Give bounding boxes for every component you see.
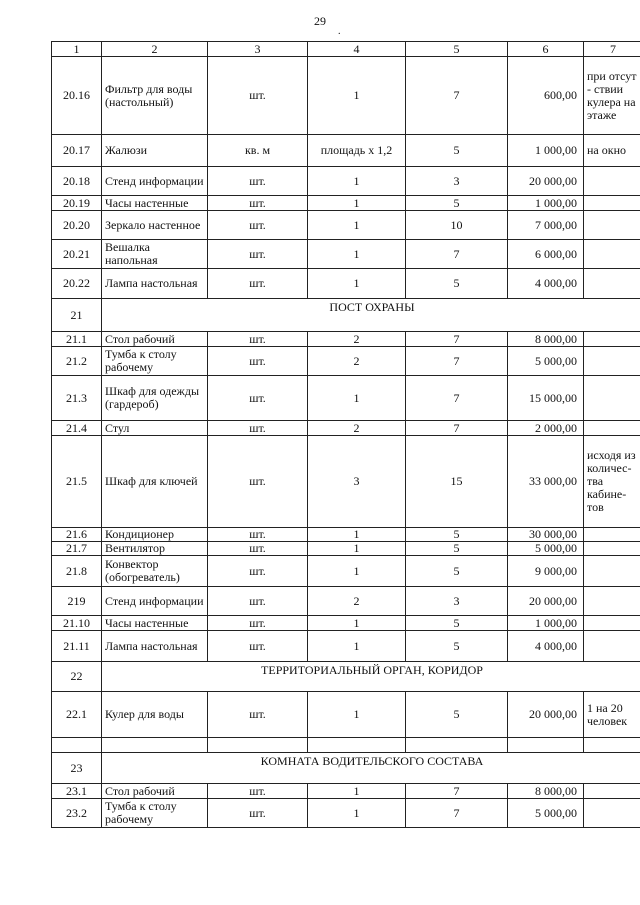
column-header: 3 — [208, 42, 308, 57]
item-name: Стол рабочий — [102, 784, 208, 799]
item-quantity: 2 — [308, 587, 406, 616]
item-service-term: 7 — [406, 799, 508, 828]
item-price: 8 000,00 — [508, 784, 584, 799]
item-unit: шт. — [208, 542, 308, 556]
item-note — [584, 196, 640, 211]
table-row — [52, 556, 640, 587]
table-row — [52, 738, 640, 753]
item-price: 1 000,00 — [508, 196, 584, 211]
item-number: 20.20 — [52, 211, 102, 240]
column-header-row — [52, 42, 640, 57]
item-service-term: 7 — [406, 332, 508, 347]
item-number: 21.2 — [52, 347, 102, 376]
item-service-term: 3 — [406, 587, 508, 616]
item-name: Стол рабочий — [102, 332, 208, 347]
section-title: КОМНАТА ВОДИТЕЛЬСКОГО СОСТАВА — [102, 753, 640, 784]
item-name: Лампа настольная — [102, 631, 208, 662]
item-number: 21.4 — [52, 421, 102, 436]
item-unit: шт. — [208, 587, 308, 616]
item-name: Стенд информации — [102, 167, 208, 196]
item-service-term: 5 — [406, 542, 508, 556]
item-unit: шт. — [208, 332, 308, 347]
item-quantity: 1 — [308, 57, 406, 135]
table-row — [52, 542, 640, 556]
item-number: 21.10 — [52, 616, 102, 631]
item-price: 33 000,00 — [508, 436, 584, 528]
table-row — [52, 376, 640, 421]
table-row — [52, 196, 640, 211]
item-service-term: 7 — [406, 57, 508, 135]
column-header: 6 — [508, 42, 584, 57]
item-number: 20.18 — [52, 167, 102, 196]
item-unit: шт. — [208, 436, 308, 528]
item-quantity: 1 — [308, 542, 406, 556]
item-number: 22.1 — [52, 692, 102, 738]
table-row — [52, 269, 640, 299]
item-unit: шт. — [208, 692, 308, 738]
item-note — [584, 542, 640, 556]
item-price: 4 000,00 — [508, 631, 584, 662]
item-number — [52, 738, 102, 753]
item-unit: шт. — [208, 421, 308, 436]
table-row — [52, 631, 640, 662]
section-title: ПОСТ ОХРАНЫ — [102, 299, 640, 332]
item-name: Шкаф для ключей — [102, 436, 208, 528]
table-row — [52, 587, 640, 616]
item-note — [584, 784, 640, 799]
item-number: 20.16 — [52, 57, 102, 135]
item-quantity: 1 — [308, 211, 406, 240]
item-note — [584, 587, 640, 616]
item-number: 21.6 — [52, 528, 102, 542]
column-header: 2 — [102, 42, 208, 57]
item-unit: шт. — [208, 528, 308, 542]
item-price: 30 000,00 — [508, 528, 584, 542]
section-number: 22 — [52, 662, 102, 692]
item-note: 1 на 20 человек — [584, 692, 640, 738]
item-note — [584, 631, 640, 662]
item-name: Вешалка напольная — [102, 240, 208, 269]
item-unit: шт. — [208, 269, 308, 299]
section-number: 21 — [52, 299, 102, 332]
item-name: Вентилятор — [102, 542, 208, 556]
item-quantity: 2 — [308, 332, 406, 347]
item-unit: кв. м — [208, 135, 308, 167]
page-mark: . — [338, 26, 341, 37]
item-price: 4 000,00 — [508, 269, 584, 299]
item-unit: шт. — [208, 240, 308, 269]
item-unit: шт. — [208, 784, 308, 799]
item-service-term: 5 — [406, 631, 508, 662]
item-unit: шт. — [208, 196, 308, 211]
item-number: 21.7 — [52, 542, 102, 556]
item-name: Часы настенные — [102, 196, 208, 211]
item-quantity: 1 — [308, 196, 406, 211]
item-note — [584, 167, 640, 196]
item-number: 20.17 — [52, 135, 102, 167]
item-name: Кондиционер — [102, 528, 208, 542]
column-header: 1 — [52, 42, 102, 57]
table-row — [52, 167, 640, 196]
item-quantity: 1 — [308, 269, 406, 299]
item-unit: шт. — [208, 556, 308, 587]
item-unit: шт. — [208, 167, 308, 196]
item-name: Лампа настольная — [102, 269, 208, 299]
table-row — [52, 421, 640, 436]
item-quantity — [308, 738, 406, 753]
item-unit: шт. — [208, 376, 308, 421]
item-unit: шт. — [208, 57, 308, 135]
item-service-term: 7 — [406, 347, 508, 376]
table-row — [52, 347, 640, 376]
table-row — [52, 436, 640, 528]
item-service-term: 5 — [406, 528, 508, 542]
item-note — [584, 211, 640, 240]
item-quantity: 1 — [308, 616, 406, 631]
item-name: Жалюзи — [102, 135, 208, 167]
table-row — [52, 616, 640, 631]
item-name: Стенд информации — [102, 587, 208, 616]
section-row — [52, 753, 640, 784]
table-row — [52, 799, 640, 828]
table-row — [52, 692, 640, 738]
item-name: Зеркало настенное — [102, 211, 208, 240]
item-name: Тумба к столу рабочему — [102, 799, 208, 828]
item-number: 23.1 — [52, 784, 102, 799]
item-number: 20.19 — [52, 196, 102, 211]
item-unit: шт. — [208, 616, 308, 631]
item-price: 20 000,00 — [508, 692, 584, 738]
item-note — [584, 240, 640, 269]
item-quantity: 1 — [308, 376, 406, 421]
item-service-term: 7 — [406, 784, 508, 799]
item-price: 600,00 — [508, 57, 584, 135]
item-service-term: 5 — [406, 196, 508, 211]
section-row — [52, 662, 640, 692]
item-service-term: 7 — [406, 240, 508, 269]
item-price: 5 000,00 — [508, 799, 584, 828]
item-number: 20.21 — [52, 240, 102, 269]
item-unit — [208, 738, 308, 753]
item-unit: шт. — [208, 631, 308, 662]
item-price: 6 000,00 — [508, 240, 584, 269]
item-price: 5 000,00 — [508, 347, 584, 376]
item-note — [584, 421, 640, 436]
item-number: 21.1 — [52, 332, 102, 347]
item-price: 20 000,00 — [508, 587, 584, 616]
item-number: 21.11 — [52, 631, 102, 662]
item-service-term: 15 — [406, 436, 508, 528]
item-name: Часы настенные — [102, 616, 208, 631]
item-note: на окно — [584, 135, 640, 167]
item-price: 9 000,00 — [508, 556, 584, 587]
item-price: 1 000,00 — [508, 616, 584, 631]
item-number: 21.3 — [52, 376, 102, 421]
section-number: 23 — [52, 753, 102, 784]
item-service-term: 5 — [406, 556, 508, 587]
item-note — [584, 528, 640, 542]
equipment-table — [51, 41, 640, 828]
item-quantity: 1 — [308, 556, 406, 587]
page-number: 29 — [314, 14, 326, 28]
item-service-term: 5 — [406, 269, 508, 299]
item-note — [584, 738, 640, 753]
item-name: Стул — [102, 421, 208, 436]
item-note: при отсут - ствии кулера на этаже — [584, 57, 640, 135]
item-quantity: 1 — [308, 692, 406, 738]
item-quantity: 1 — [308, 167, 406, 196]
item-price — [508, 738, 584, 753]
item-price: 20 000,00 — [508, 167, 584, 196]
item-name: Тумба к столу рабочему — [102, 347, 208, 376]
item-unit: шт. — [208, 347, 308, 376]
table-row — [52, 240, 640, 269]
item-service-term: 7 — [406, 421, 508, 436]
item-note — [584, 616, 640, 631]
item-quantity: 2 — [308, 421, 406, 436]
item-price: 5 000,00 — [508, 542, 584, 556]
column-header: 4 — [308, 42, 406, 57]
item-service-term: 5 — [406, 616, 508, 631]
item-service-term — [406, 738, 508, 753]
item-price: 7 000,00 — [508, 211, 584, 240]
item-name: Кулер для воды — [102, 692, 208, 738]
item-note — [584, 376, 640, 421]
section-title: ТЕРРИТОРИАЛЬНЫЙ ОРГАН, КОРИДОР — [102, 662, 640, 692]
item-service-term: 7 — [406, 376, 508, 421]
item-note — [584, 332, 640, 347]
item-note — [584, 556, 640, 587]
item-number: 21.8 — [52, 556, 102, 587]
column-header: 7 — [584, 42, 640, 57]
item-note — [584, 799, 640, 828]
item-service-term: 3 — [406, 167, 508, 196]
item-price: 15 000,00 — [508, 376, 584, 421]
item-name: Конвектор (обогреватель) — [102, 556, 208, 587]
item-quantity: 1 — [308, 799, 406, 828]
item-unit: шт. — [208, 799, 308, 828]
table-row — [52, 135, 640, 167]
item-service-term: 5 — [406, 135, 508, 167]
table-row — [52, 784, 640, 799]
item-quantity: 2 — [308, 347, 406, 376]
item-price: 8 000,00 — [508, 332, 584, 347]
item-name: Фильтр для воды (настольный) — [102, 57, 208, 135]
item-service-term: 10 — [406, 211, 508, 240]
item-quantity: 1 — [308, 240, 406, 269]
item-note — [584, 269, 640, 299]
item-unit: шт. — [208, 211, 308, 240]
item-note — [584, 347, 640, 376]
item-price: 2 000,00 — [508, 421, 584, 436]
item-number: 21.5 — [52, 436, 102, 528]
item-quantity: 1 — [308, 631, 406, 662]
item-quantity: 3 — [308, 436, 406, 528]
item-name: Шкаф для одежды (гардероб) — [102, 376, 208, 421]
item-note: исходя из количес- тва кабине- тов — [584, 436, 640, 528]
item-name — [102, 738, 208, 753]
section-row — [52, 299, 640, 332]
item-quantity: 1 — [308, 784, 406, 799]
column-header: 5 — [406, 42, 508, 57]
item-service-term: 5 — [406, 692, 508, 738]
table-row — [52, 57, 640, 135]
item-quantity: 1 — [308, 528, 406, 542]
table-row — [52, 332, 640, 347]
item-number: 23.2 — [52, 799, 102, 828]
table-row — [52, 528, 640, 542]
item-quantity: площадь х 1,2 — [308, 135, 406, 167]
table-row — [52, 211, 640, 240]
item-number: 219 — [52, 587, 102, 616]
item-price: 1 000,00 — [508, 135, 584, 167]
item-number: 20.22 — [52, 269, 102, 299]
